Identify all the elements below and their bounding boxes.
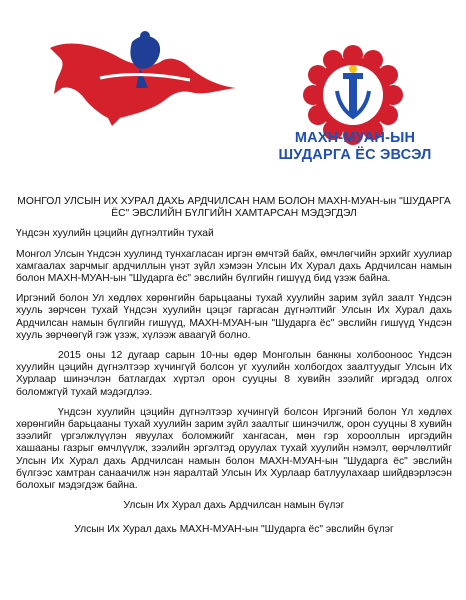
logos-area [0, 0, 466, 190]
mahn-muan-title-line1: МАХН-МУАН-ЫН [294, 130, 416, 146]
statement-heading: МОНГОЛ УЛСЫН ИХ ХУРАЛ ДАХЬ АРДЧИЛСАН НАМ БОЛОН МАХН-МУАН-ын "ШУДАРГА ЁС" ЭВСЛИЙН БҮЛГИЙН ХАМТАРСАН МЭДЭГДЭЛ [17, 196, 451, 220]
paragraph-3: 2015 оны 12 дугаар сарын 10-ны өдөр Монголын банкны холбооноос Үндсэн хуулийн цэцийн дүгнэлтээр хүчингүй болсон уг хуулийн холбогдох заалтуудыг Улсын Их Хурлаар шинэчлэн батлагдах хүртэл орон сууцны 8 хувийн зээлийг иргэдэд олгох боломжгүй тухай мэдэгдлээ. [16, 350, 452, 398]
paragraph-1: Монгол Улсын Үндсэн хуулинд тунхагласан иргэн өмчтэй байх, өмчлөгчийн эрхийг хуулиар хамгаалах зарчмыг ардчиллын үнэт зүйл хэмээн Улсын Их Хурал дахь Ардчилсан намын болон МАХН-МУАН-ын "Шударга ёс" эвслийн бүлгийн гишүүд бид үзэж байна. [16, 248, 452, 285]
paragraph-4: Үндсэн хуулийн цэцийн дүгнэлтээр хүчингүй болсон Иргэний болон Үл хөдлөх хөрөнгийн барьцааны тухай хуулийн зарим зүйл заалтыг шинэчилж, орон сууцны 8 хувийн зээлийг үргэлжлүүлэн явуулах боломжийг хангасан, мөн гэр хорооллын иргэдийн хашааны газрыг өмчлүүлж, зээлийн эргэлтэд оруулах тухай хуулийн нэмэлт, өөрчлөлтийг Улсын Их Хурал дахь Ардчилсан намын болон МАХН-МУАН-ын "Шударга ёс" эвслийн бүлгээс хамтран санаачилж нэн яаралтай Улсын Их Хурлаар батлуулахаар шийдвэрлэсэн болохыг мэдэгдэж байна. [16, 406, 452, 492]
mahn-muan-title [270, 130, 440, 164]
signature-democratic-party: Улсын Их Хурал дахь Ардчилсан намын бүлэг [123, 500, 345, 512]
statement-document [16, 196, 452, 549]
paragraph-2: Иргэний болон Ул хөдлөх хөрөнгийн барьцааны тухай хуулийн зарим зүйл заалт Үндсэн хууль зөрчсөн тухай Үндсэн хуулийн цэцэг гаргасан дүгнэлтийг Улсын Их Хурал дахь Ардчилсан намын бүлгийн гишүүд, МАХН-МУАН-ын "Шударга ёс" эвслийн гишүүд Үндсэн хууль зөрчөөгүй гэж үзэж, хүлээж аваагүй болно. [16, 293, 452, 341]
statement-subheading: Үндсэн хуулийн цэцийн дүгнэлтийн тухай [16, 228, 214, 240]
democratic-party-horse-logo [40, 28, 240, 128]
mahn-muan-title-line2: ШУДАРГА ЁС ЭВСЭЛ [278, 147, 432, 163]
signature-justice-coalition: Улсын Их Хурал дахь МАХН-МУАН-ын "Шударга ёс" эвслийн бүлэг [74, 524, 394, 536]
